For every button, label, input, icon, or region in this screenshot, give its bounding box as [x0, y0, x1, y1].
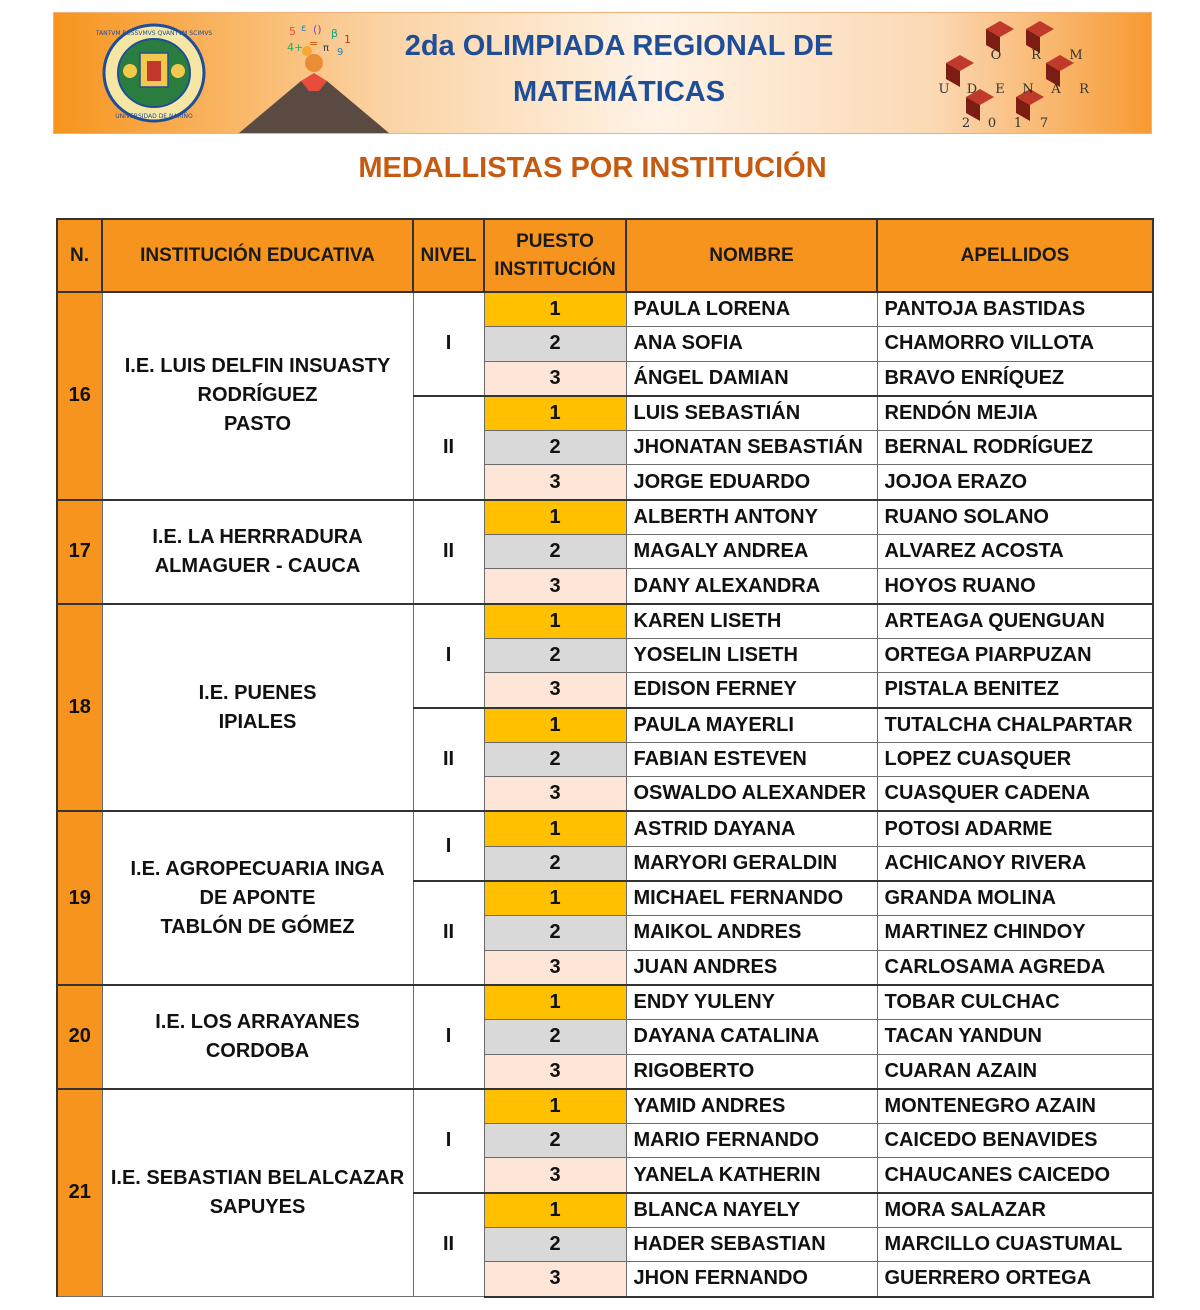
institution-name: [102, 1089, 413, 1297]
last-name-cell: MORA SALAZAR: [877, 1193, 1153, 1228]
position-cell: 2: [484, 1124, 626, 1158]
ormudenar-cube-logo: [926, 15, 1101, 131]
institution-name: [102, 811, 413, 984]
institution-name-line: ALMAGUER - CAUCA: [154, 554, 361, 577]
first-name-cell: RIGOBERTO: [626, 1054, 877, 1089]
first-name-cell: YAMID ANDRES: [626, 1089, 877, 1124]
position-cell: 2: [484, 742, 626, 776]
position-cell: 1: [484, 604, 626, 639]
position-cell: 1: [484, 811, 626, 846]
last-name-cell: HOYOS RUANO: [877, 569, 1153, 604]
last-name-cell: LOPEZ CUASQUER: [877, 742, 1153, 776]
institution-name-line: DE APONTE: [199, 886, 316, 909]
last-name-cell: MONTENEGRO AZAIN: [877, 1089, 1153, 1124]
level-cell: I: [413, 811, 484, 881]
position-cell: 1: [484, 292, 626, 327]
position-cell: 1: [484, 708, 626, 743]
first-name-cell: PAULA LORENA: [626, 292, 877, 327]
last-name-cell: CHAMORRO VILLOTA: [877, 327, 1153, 361]
position-cell: 3: [484, 1158, 626, 1193]
table-row: [57, 985, 1153, 1020]
first-name-cell: ASTRID DAYANA: [626, 811, 877, 846]
last-name-cell: RENDÓN MEJIA: [877, 396, 1153, 431]
position-cell: 2: [484, 1020, 626, 1054]
first-name-cell: ÁNGEL DAMIAN: [626, 361, 877, 396]
institution-name-line: PASTO: [223, 413, 292, 436]
level-cell: II: [413, 396, 484, 500]
first-name-cell: MARIO FERNANDO: [626, 1124, 877, 1158]
first-name-cell: MAGALY ANDREA: [626, 535, 877, 569]
institution-name-line: I.E. SEBASTIAN BELALCAZAR: [110, 1166, 405, 1189]
level-cell: I: [413, 1089, 484, 1193]
level-cell: II: [413, 500, 484, 604]
institution-name-line: I.E. LUIS DELFIN INSUASTY: [124, 355, 391, 378]
institution-name: [102, 500, 413, 604]
level-cell: II: [413, 1193, 484, 1297]
last-name-cell: CHAUCANES CAICEDO: [877, 1158, 1153, 1193]
last-name-cell: MARTINEZ CHINDOY: [877, 916, 1153, 950]
first-name-cell: DAYANA CATALINA: [626, 1020, 877, 1054]
logo-letter: D: [966, 82, 978, 97]
svg-text:9: 9: [337, 47, 344, 58]
col-header-institution: INSTITUCIÓN EDUCATIVA: [102, 219, 413, 292]
col-header-name: NOMBRE: [626, 219, 877, 292]
position-cell: 1: [484, 396, 626, 431]
level-cell: I: [413, 604, 484, 708]
institution-name: [102, 292, 413, 500]
logo-letter: 0: [987, 116, 997, 131]
logo-letter: R: [1079, 82, 1089, 97]
svg-text:=: =: [309, 37, 319, 50]
logo-letter: U: [938, 82, 950, 97]
svg-text:π: π: [323, 43, 330, 54]
position-cell: 1: [484, 500, 626, 535]
last-name-cell: CARLOSAMA AGREDA: [877, 950, 1153, 985]
last-name-cell: CUARAN AZAIN: [877, 1054, 1153, 1089]
last-name-cell: TOBAR CULCHAC: [877, 985, 1153, 1020]
svg-text:1: 1: [344, 33, 351, 46]
institution-name-line: I.E. LOS ARRAYANES: [155, 1010, 360, 1033]
logo-letter: A: [1051, 82, 1061, 97]
last-name-cell: CAICEDO BENAVIDES: [877, 1124, 1153, 1158]
institution-number: 21: [57, 1089, 102, 1297]
title-line-2: MATEMÁTICAS: [512, 76, 726, 108]
first-name-cell: MARYORI GERALDIN: [626, 846, 877, 881]
institution-name-line: TABLÓN DE GÓMEZ: [160, 915, 355, 938]
position-cell: 3: [484, 950, 626, 985]
section-subtitle: MEDALLISTAS POR INSTITUCIÓN: [358, 152, 827, 184]
first-name-cell: MAIKOL ANDRES: [626, 916, 877, 950]
position-cell: 1: [484, 881, 626, 916]
level-cell: I: [413, 292, 484, 396]
first-name-cell: FABIAN ESTEVEN: [626, 742, 877, 776]
position-cell: 2: [484, 431, 626, 465]
logo-letter: M: [1069, 48, 1083, 63]
institution-number: 16: [57, 292, 102, 500]
institution-name: [102, 985, 413, 1089]
table-row: [57, 1089, 1153, 1124]
position-cell: 2: [484, 638, 626, 672]
table-row: [57, 500, 1153, 535]
first-name-cell: ANA SOFIA: [626, 327, 877, 361]
title-line-1: 2da OLIMPIADA REGIONAL DE: [404, 30, 834, 62]
svg-text:5: 5: [289, 25, 296, 38]
position-cell: 3: [484, 673, 626, 708]
table-body: [57, 292, 1153, 1297]
col-header-number: N.: [57, 219, 102, 292]
last-name-cell: JOJOA ERAZO: [877, 465, 1153, 500]
col-header-position: PUESTO INSTITUCIÓN: [484, 219, 626, 292]
first-name-cell: YANELA KATHERIN: [626, 1158, 877, 1193]
position-cell: 1: [484, 985, 626, 1020]
table-row: [57, 604, 1153, 639]
logo-letter: R: [1031, 48, 1041, 63]
first-name-cell: JORGE EDUARDO: [626, 465, 877, 500]
first-name-cell: KAREN LISETH: [626, 604, 877, 639]
logo-letter: E: [995, 82, 1005, 97]
medalists-table: [56, 218, 1154, 1298]
last-name-cell: TACAN YANDUN: [877, 1020, 1153, 1054]
university-seal-logo: [95, 23, 213, 123]
position-cell: 1: [484, 1193, 626, 1228]
logo-letter: N: [1022, 82, 1034, 97]
level-cell: II: [413, 881, 484, 985]
first-name-cell: JHONATAN SEBASTIÁN: [626, 431, 877, 465]
position-cell: 2: [484, 327, 626, 361]
position-cell: 2: [484, 846, 626, 881]
table-header-row: [57, 219, 1153, 292]
last-name-cell: BRAVO ENRÍQUEZ: [877, 361, 1153, 396]
position-cell: 2: [484, 916, 626, 950]
last-name-cell: POTOSI ADARME: [877, 811, 1153, 846]
position-cell: 3: [484, 569, 626, 604]
page-title: [354, 23, 884, 115]
col-header-lastname: APELLIDOS: [877, 219, 1153, 292]
table-row: [57, 811, 1153, 846]
last-name-cell: PANTOJA BASTIDAS: [877, 292, 1153, 327]
institution-name-line: SAPUYES: [209, 1195, 306, 1218]
institution-number: 17: [57, 500, 102, 604]
first-name-cell: OSWALDO ALEXANDER: [626, 777, 877, 812]
last-name-cell: BERNAL RODRÍGUEZ: [877, 431, 1153, 465]
first-name-cell: LUIS SEBASTIÁN: [626, 396, 877, 431]
position-cell: 3: [484, 777, 626, 812]
header-banner: [53, 12, 1152, 134]
logo-letter: 1: [1013, 116, 1023, 131]
position-cell: 2: [484, 535, 626, 569]
first-name-cell: ENDY YULENY: [626, 985, 877, 1020]
first-name-cell: PAULA MAYERLI: [626, 708, 877, 743]
institution-number: 18: [57, 604, 102, 812]
logo-letter: 2: [961, 116, 971, 131]
last-name-cell: MARCILLO CUASTUMAL: [877, 1228, 1153, 1262]
first-name-cell: EDISON FERNEY: [626, 673, 877, 708]
first-name-cell: HADER SEBASTIAN: [626, 1228, 877, 1262]
svg-text:4+: 4+: [287, 41, 304, 54]
first-name-cell: ALBERTH ANTONY: [626, 500, 877, 535]
last-name-cell: TUTALCHA CHALPARTAR: [877, 708, 1153, 743]
position-cell: 3: [484, 361, 626, 396]
last-name-cell: ALVAREZ ACOSTA: [877, 535, 1153, 569]
institution-name: [102, 604, 413, 812]
logo-letter: 7: [1039, 116, 1049, 131]
first-name-cell: BLANCA NAYELY: [626, 1193, 877, 1228]
institution-name-line: I.E. LA HERRRADURA: [152, 525, 363, 548]
logo-letter: O: [990, 48, 1002, 63]
last-name-cell: ORTEGA PIARPUZAN: [877, 638, 1153, 672]
level-cell: I: [413, 985, 484, 1089]
last-name-cell: PISTALA BENITEZ: [877, 673, 1153, 708]
institution-number: 20: [57, 985, 102, 1089]
first-name-cell: JUAN ANDRES: [626, 950, 877, 985]
last-name-cell: GUERRERO ORTEGA: [877, 1262, 1153, 1297]
institution-number: 19: [57, 811, 102, 984]
position-cell: 3: [484, 1054, 626, 1089]
position-cell: 1: [484, 1089, 626, 1124]
last-name-cell: ACHICANOY RIVERA: [877, 846, 1153, 881]
institution-name-line: I.E. AGROPECUARIA INGA: [130, 857, 385, 880]
svg-text:β: β: [331, 27, 339, 40]
institution-name-line: CORDOBA: [205, 1039, 310, 1062]
svg-text:ε: ε: [301, 23, 307, 34]
last-name-cell: CUASQUER CADENA: [877, 777, 1153, 812]
institution-name-line: RODRÍGUEZ: [197, 384, 318, 407]
first-name-cell: YOSELIN LISETH: [626, 638, 877, 672]
last-name-cell: ARTEAGA QUENGUAN: [877, 604, 1153, 639]
position-cell: 2: [484, 1228, 626, 1262]
position-cell: 3: [484, 465, 626, 500]
first-name-cell: MICHAEL FERNANDO: [626, 881, 877, 916]
seal-bottom-text: UNIVERSIDAD DE NARIÑO: [115, 113, 193, 120]
last-name-cell: GRANDA MOLINA: [877, 881, 1153, 916]
col-header-level: NIVEL: [413, 219, 484, 292]
position-cell: 3: [484, 1262, 626, 1297]
first-name-cell: JHON FERNANDO: [626, 1262, 877, 1297]
institution-name-line: I.E. PUENES: [198, 681, 317, 704]
table-row: [57, 292, 1153, 327]
level-cell: II: [413, 708, 484, 812]
institution-name-line: IPIALES: [218, 710, 297, 733]
first-name-cell: DANY ALEXANDRA: [626, 569, 877, 604]
svg-text:(): (): [313, 23, 322, 36]
seal-top-text: TANTVM POSSVMVS QVANTVM SCIMVS: [95, 30, 213, 37]
last-name-cell: RUANO SOLANO: [877, 500, 1153, 535]
